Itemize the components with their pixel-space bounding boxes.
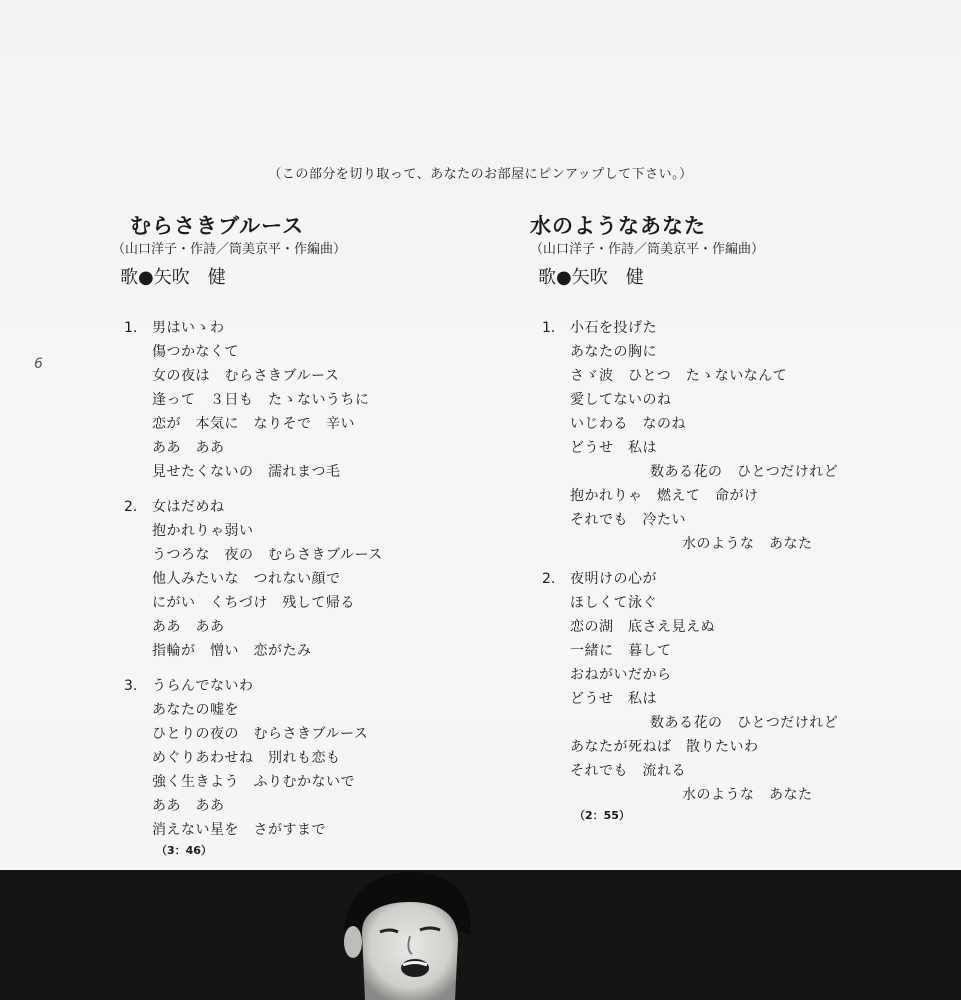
lyric-line: うつろな 夜の むらさきブルース (152, 547, 383, 563)
lyric-line: 逢って ３日も たゝないうちに (152, 392, 370, 408)
lyric-line: ああ ああ (152, 798, 225, 814)
lyric-line: さゞ波 ひとつ たゝないなんて (570, 368, 788, 384)
pencil-mark: 6 (34, 356, 43, 372)
lyric-line: どうせ 私は (570, 440, 657, 456)
verse-2 (530, 567, 950, 823)
verse-2 (112, 495, 472, 663)
song-murasaki-blues (112, 210, 472, 869)
lyric-line: 女はだめね (152, 499, 225, 515)
singer-label: 歌●矢吹 健 (538, 267, 644, 288)
song-credits: （山口洋子・作詩／筒美京平・作編曲） (112, 242, 347, 257)
song-duration: （2：55） (574, 809, 630, 822)
lyric-line: 水のような あなた (682, 787, 813, 803)
lyric-line: 恋の湖 底さえ見えぬ (570, 619, 715, 635)
lyric-line: 水のような あなた (682, 536, 813, 552)
song-credits: （山口洋子・作詩／筒美京平・作編曲） (530, 242, 765, 257)
verse-number: 1. (542, 320, 556, 336)
lyric-line: 男はいゝわ (152, 320, 225, 336)
verses (112, 316, 472, 858)
lyric-line: ほしくて泳ぐ (570, 595, 657, 611)
lyric-line: ああ ああ (152, 440, 225, 456)
lyric-line: 強く生きよう ふりむかないで (152, 774, 355, 790)
song-title: むらさきブルース (130, 214, 305, 238)
verse-number: 3. (124, 678, 138, 694)
lyric-line: 傷つかなくて (152, 344, 239, 360)
lyric-line: 一緒に 暮して (570, 643, 672, 659)
lyric-line: 数ある花の ひとつだけれど (650, 715, 839, 731)
song-title: 水のようなあなた (530, 214, 706, 238)
lyric-line: おねがいだから (570, 667, 672, 683)
lyric-line: いじわる なのね (570, 416, 686, 432)
lyric-line: 数ある花の ひとつだけれど (650, 464, 839, 480)
verse-number: 2. (542, 571, 556, 587)
lyric-line: どうせ 私は (570, 691, 657, 707)
lyric-line: 女の夜は むらさきブルース (152, 368, 340, 384)
lyric-line: ああ ああ (152, 619, 225, 635)
lyric-line: 消えない星を さがすまで (152, 822, 326, 838)
song-duration: （3：46） (156, 844, 212, 857)
lyric-line: 指輪が 憎い 恋がたみ (152, 643, 312, 659)
lyric-line: うらんでないわ (152, 678, 254, 694)
lyric-line: それでも 冷たい (570, 512, 686, 528)
verses (530, 316, 950, 823)
singer-label: 歌●矢吹 健 (120, 267, 226, 288)
lyric-line: 他人みたいな つれない顔で (152, 571, 341, 587)
verse-3 (112, 674, 472, 858)
verse-1 (530, 316, 950, 556)
lyric-line: それでも 流れる (570, 763, 686, 779)
lyric-line: あなたの胸に (570, 344, 657, 360)
lyric-line: 見せたくないの 濡れまつ毛 (152, 464, 341, 480)
verse-number: 1. (124, 320, 138, 336)
verse-number: 2. (124, 499, 138, 515)
lyric-line: 夜明けの心が (570, 571, 657, 587)
lyric-line: 愛してないのね (570, 392, 672, 408)
verse-1 (112, 316, 472, 484)
lyric-line: 恋が 本気に なりそで 辛い (152, 416, 355, 432)
lyric-line: 抱かれりゃ 燃えて 命がけ (570, 488, 759, 504)
lyric-line: めぐりあわせね 別れも恋も (152, 750, 341, 766)
lyric-line: にがい くちづけ 残して帰る (152, 595, 355, 611)
lyric-line: ひとりの夜の むらさきブルース (152, 726, 369, 742)
lyric-line: 小石を投げた (570, 320, 657, 336)
lyric-line: 抱かれりゃ弱い (152, 523, 254, 539)
singer-portrait-illustration (0, 870, 961, 1000)
lyric-line: あなたが死ねば 散りたいわ (570, 739, 759, 755)
singer-photo (0, 870, 961, 1000)
lyric-line: あなたの嘘を (152, 702, 239, 718)
song-mizu-no-youna-anata (530, 210, 950, 834)
cutout-note: （この部分を切り取って、あなたのお部屋にピンアップして下さい。） (268, 167, 693, 182)
